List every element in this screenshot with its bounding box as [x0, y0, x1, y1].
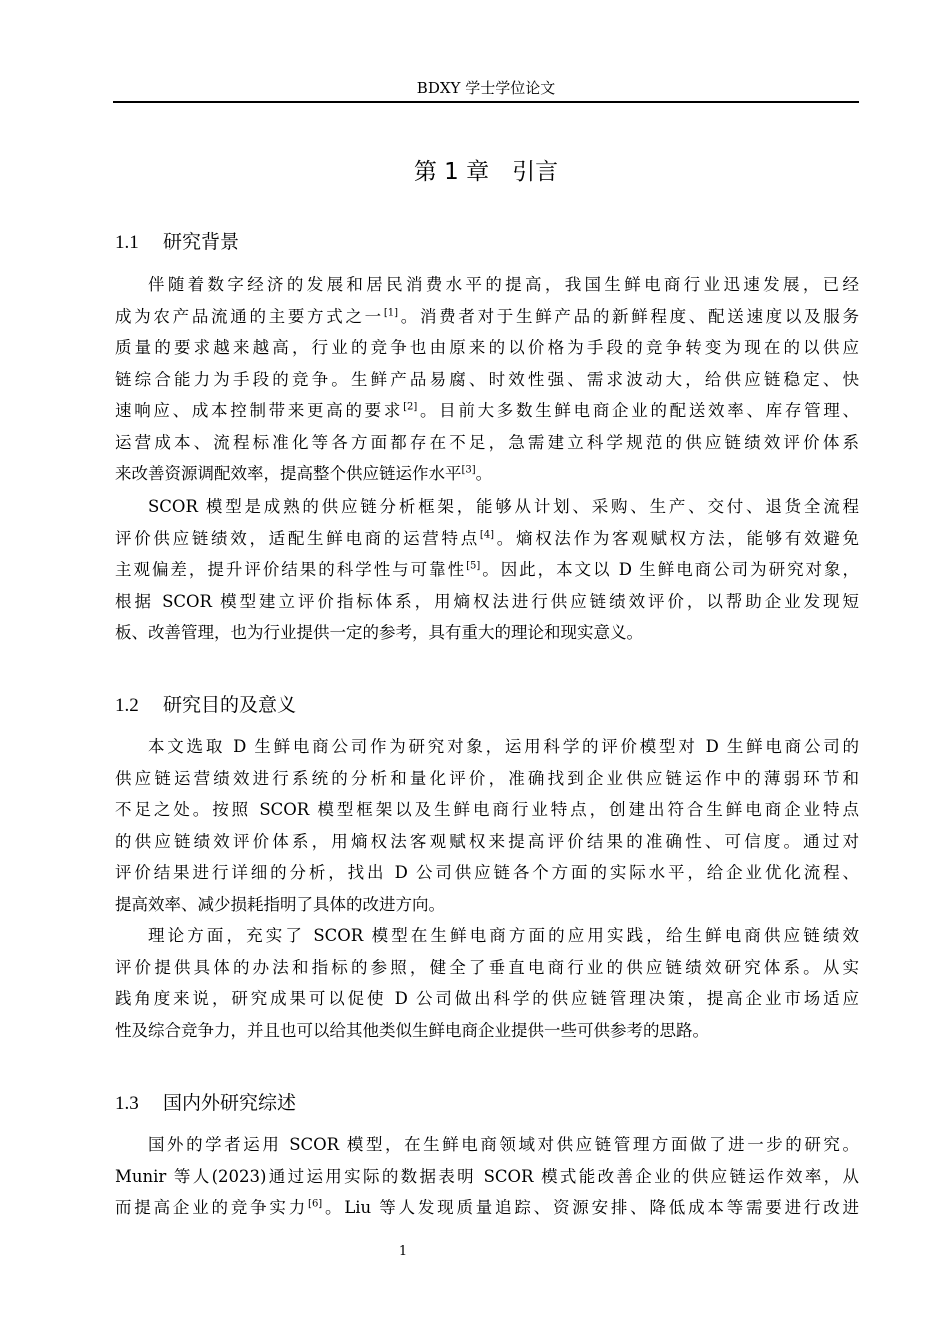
text-line: 运营成本、流程标准化等各方面都存在不足，急需建立科学规范的供应链绩效评价体系	[115, 432, 859, 452]
section-title: 国内外研究综述	[163, 1092, 297, 1114]
section-heading-1-2	[115, 692, 296, 719]
section-number: 1.2	[115, 695, 139, 716]
text-line: Munir 等人(2023)通过运用实际的数据表明 SCOR 模式能改善企业的供应链运作效率，从	[115, 1166, 859, 1186]
text-line: 主观偏差，提升评价结果的科学性与可靠性[5]。因此，本文以 D 生鲜电商公司为研究对象，	[115, 560, 860, 579]
text-line: 评价供应链绩效，适配生鲜电商的运营特点[4]。熵权法作为客观赋权方法，能够有效避免	[115, 528, 860, 548]
citation: [1]	[383, 307, 399, 318]
text-line: 践角度来说，研究成果可以促使 D 公司做出科学的供应链管理决策，提高企业市场适应	[115, 989, 859, 1008]
text-line: 评价结果进行详细的分析，找出 D 公司供应链各个方面的实际水平，给企业优化流程、	[115, 863, 859, 882]
text-line: 评价提供具体的办法和指标的参照，健全了垂直电商行业的供应链绩效研究体系。从实	[115, 957, 859, 977]
text-line: 来改善资源调配效率，提高整个供应链运作水平[3]。	[115, 464, 493, 483]
paragraph-background-1	[115, 269, 859, 490]
section-heading-1-3	[115, 1090, 296, 1117]
citation: [6]	[308, 1198, 323, 1210]
text-line: 而提高企业的竞争实力[6]。Liu 等人发现质量追踪、资源安排、降低成本等需要进行改进	[115, 1198, 860, 1217]
text-line: 提高效率、减少损耗指明了具体的改进方向。	[115, 894, 445, 914]
text-line: 供应链运营绩效进行系统的分析和量化评价，准确找到企业供应链运作中的薄弱环节和	[115, 768, 859, 788]
text-line: 质量的要求越来越高，行业的竞争也由原来的以价格为手段的竞争转变为现在的以供应	[115, 338, 859, 357]
text-line: 链综合能力为手段的竞争。生鲜产品易腐、时效性强、需求波动大，给供应链稳定、快	[115, 369, 859, 389]
citation: [3]	[461, 464, 476, 476]
text-line: 根据 SCOR 模型建立评价指标体系，用熵权法进行供应链绩效评价，以帮助企业发现短	[115, 591, 859, 611]
text-line: 板、改善管理，也为行业提供一定的参考，具有重大的理论和现实意义。	[115, 623, 643, 642]
text-line: 理论方面，充实了 SCOR 模型在生鲜电商方面的应用实践，给生鲜电商供应链绩效	[148, 926, 859, 945]
paragraph-review-1	[115, 1129, 859, 1224]
text-line: 性及综合竞争力，并且也可以给其他类似生鲜电商企业提供一些可供参考的思路。	[115, 1020, 709, 1040]
text-line: 速响应、成本控制带来更高的要求[2]。目前大多数生鲜电商企业的配送效率、库存管理、	[115, 401, 860, 420]
page-number: 1	[398, 1244, 408, 1259]
text-line: 的供应链绩效评价体系，用熵权法客观赋权来提高评价结果的准确性、可信度。通过对	[115, 831, 859, 851]
section-number: 1.1	[115, 232, 139, 253]
header-rule	[113, 101, 859, 103]
section-title: 研究目的及意义	[163, 694, 297, 716]
text-line: 不足之处。按照 SCOR 模型框架以及生鲜电商行业特点，创建出符合生鲜电商企业特点	[115, 800, 859, 819]
citation: [2]	[403, 401, 418, 413]
paragraph-purpose-1	[115, 731, 859, 920]
chapter-title: 第 1 章 引言	[413, 159, 559, 185]
paragraph-background-2	[115, 491, 859, 649]
citation: [5]	[466, 560, 481, 572]
text-line: SCOR 模型是成熟的供应链分析框架，能够从计划、采购、生产、交付、退货全流程	[148, 497, 859, 516]
running-header: BDXY 学士学位论文	[416, 79, 556, 97]
section-number: 1.3	[115, 1093, 139, 1114]
text-line: 国外的学者运用 SCOR 模型，在生鲜电商领域对供应链管理方面做了进一步的研究。	[148, 1135, 859, 1154]
text-line: 成为农产品流通的主要方式之一[1]。消费者对于生鲜产品的新鲜程度、配送速度以及服务	[115, 306, 860, 326]
text-line: 伴随着数字经济的发展和居民消费水平的提高，我国生鲜电商行业迅速发展，已经	[148, 275, 859, 294]
section-heading-1-1	[115, 229, 239, 256]
text-line: 本文选取 D 生鲜电商公司作为研究对象，运用科学的评价模型对 D 生鲜电商公司的	[148, 737, 859, 756]
citation: [4]	[479, 529, 495, 540]
section-title: 研究背景	[163, 231, 240, 253]
paragraph-purpose-2	[115, 920, 859, 1046]
